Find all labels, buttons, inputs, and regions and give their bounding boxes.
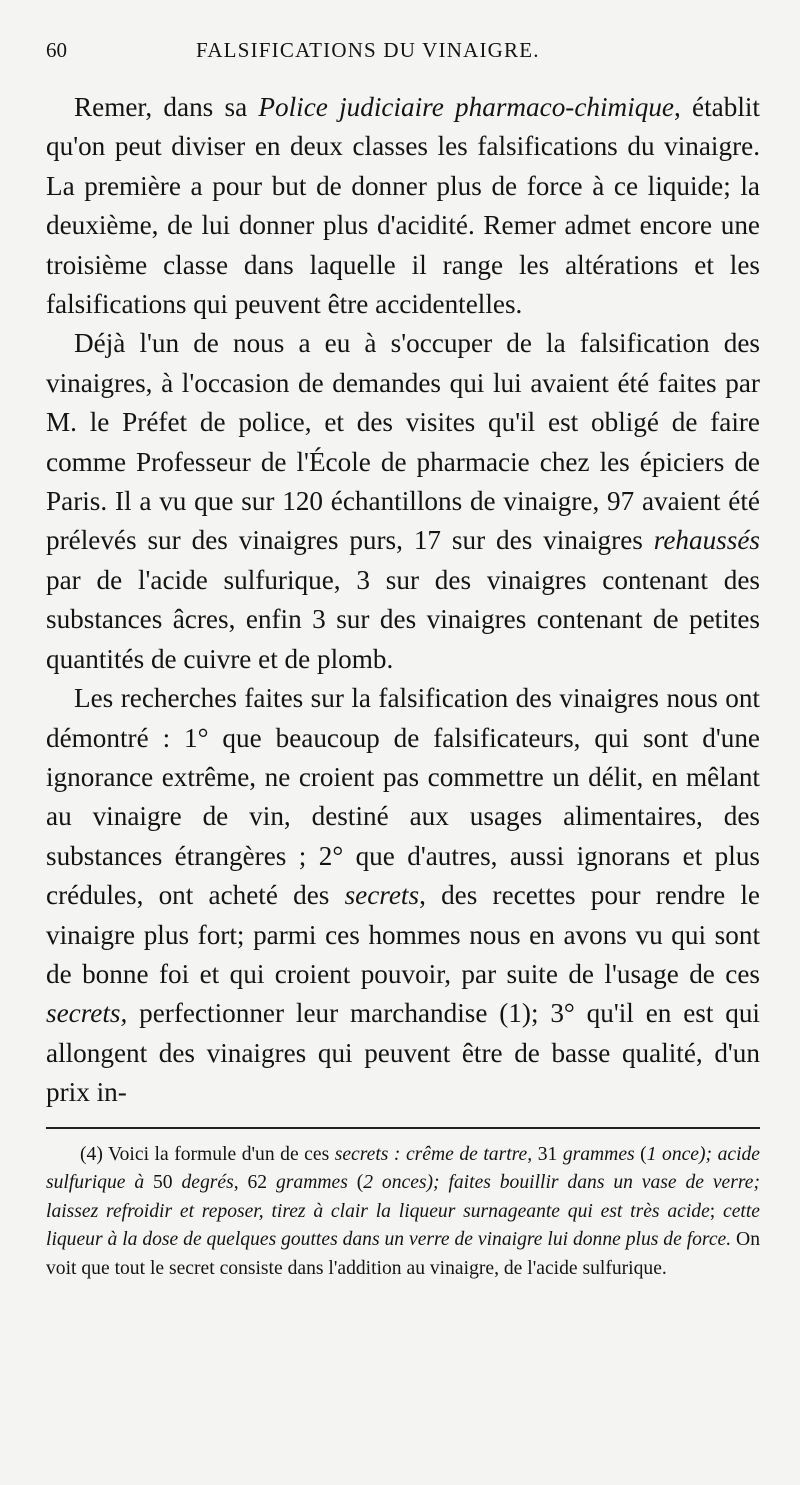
text-run: (: [634, 1143, 647, 1165]
italic-run: degrés: [181, 1172, 234, 1194]
italic-run: 2 onces); faites bouillir dans un vase de verre; laissez refroidir et reposer, tirez à clair la liqueur surnageante qui est très acide: [46, 1172, 760, 1222]
paragraph-1: [46, 88, 760, 324]
italic-run: 1 once); acide sulfurique à: [46, 1143, 761, 1194]
text-run: 31: [532, 1143, 563, 1165]
body-text: [46, 88, 760, 1113]
page-number: 60: [46, 38, 67, 62]
text-run: perfectionner leur marchandise (1); 3° qu'il en est qui allongent des vinaigres qui peuvent être de basse qualité, d'un prix in-: [46, 998, 760, 1108]
italic-run: secrets,: [46, 998, 128, 1029]
text-run: Déjà l'un de nous a eu à s'occuper de la falsification des vinaigres, à l'occasion de demandes qui lui avaient été faites par M. le Préfet de police, et des visites qu'il est obligé de faire comme Professeur de l'École de pharmacie chez les épiciers de Paris. Il a vu que sur 120 échantillons de vinaigre, 97 avaient été prélevés sur des vinaigres purs, 17 sur des vinaigres: [46, 328, 760, 556]
paragraph-3: [46, 679, 760, 1112]
text-run: par de l'acide sulfurique, 3 sur des vinaigres contenant des substances âcres, enfin 3 sur des vinaigres contenant de petites quantités de cuivre et de plomb.: [46, 564, 760, 674]
running-title: FALSIFICATIONS DU VINAIGRE.: [196, 38, 540, 62]
paragraph-2: [46, 324, 760, 679]
footnote-rule: [46, 1127, 760, 1129]
text-run: , établit qu'on peut diviser en deux classes les falsifications du vinaigre. La première a pour but de donner plus de force à ce liquide; la deuxième, de lui donner plus d'acidité. Remer admet encore une troisième classe dans laquelle il range les altérations et les falsifications qui peuvent être accidentelles.: [46, 92, 760, 320]
text-run: Les recherches faites sur la falsification des vinaigres nous ont démontré : 1° que beaucoup de falsificateurs, qui sont d'une ignorance extrême, ne croient pas commettre un délit, en mêlant au vinaigre de vin, destiné aux usages alimentaires, des substances étrangères ; 2° que d'autres, aussi ignorans et plus crédules, ont acheté des: [46, 683, 760, 911]
italic-run: cette liqueur à la dose de quelques gouttes dans un verre de vinaigre lui donne plus de force.: [46, 1200, 760, 1251]
italic-run: rehaussés: [653, 525, 760, 556]
italic-run: grammes: [275, 1172, 348, 1194]
text-run: 50: [144, 1172, 182, 1194]
text-run: Remer, dans sa: [74, 92, 259, 122]
text-run: ;: [709, 1200, 724, 1222]
text-run: , 62: [233, 1172, 276, 1194]
italic-run: secrets : crême de tartre,: [334, 1143, 533, 1165]
italic-run: grammes: [562, 1143, 635, 1165]
page-header: [46, 38, 760, 86]
italic-run: Police judiciaire pharmaco-chimique: [258, 92, 674, 122]
footnote: [46, 1141, 760, 1284]
text-run: , des recettes pour rendre le vinaigre plus fort; parmi ces hommes nous en avons vu qui sont de bonne foi et qui croient pouvoir, par suite de l'usage de ces: [46, 880, 760, 989]
italic-run: secrets: [344, 880, 420, 911]
text-run: (: [347, 1172, 364, 1194]
text-run: (4) Voici la formule d'un de ces: [80, 1143, 335, 1165]
text-run: On voit que tout le secret consiste dans l'addition au vinaigre, de l'acide sulfurique.: [46, 1229, 760, 1279]
